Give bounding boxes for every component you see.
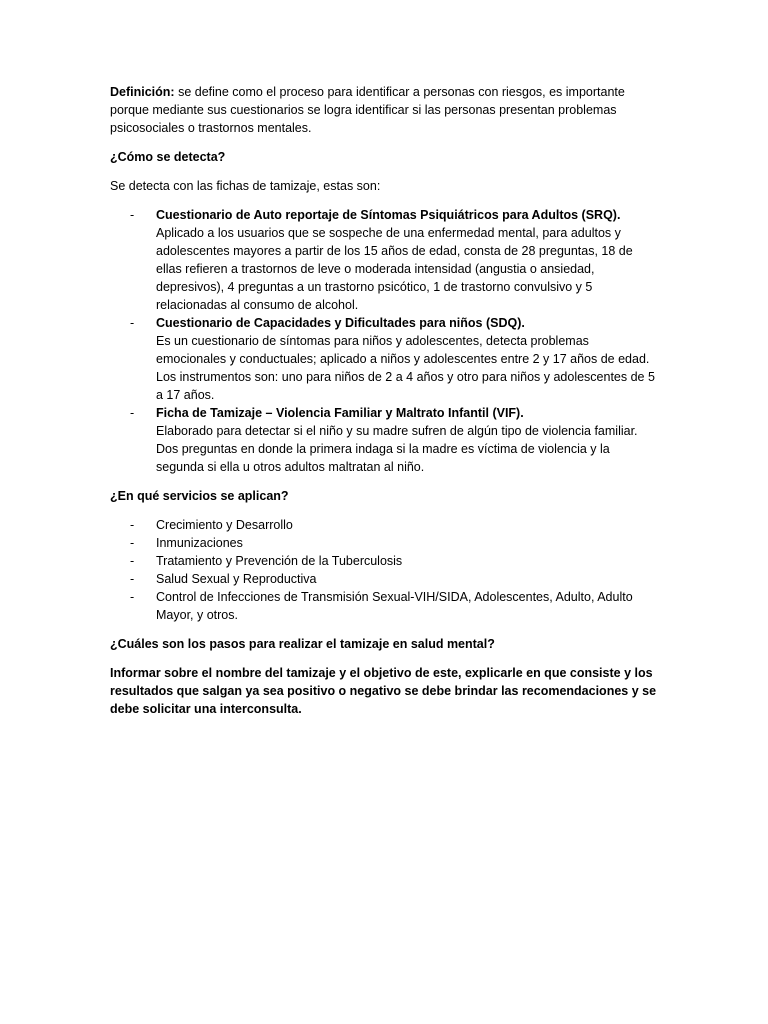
dash-bullet: - [130, 572, 135, 586]
question-services: ¿En qué servicios se aplican? [110, 489, 289, 503]
list-item [110, 516, 658, 534]
question-how-detected: ¿Cómo se detecta? [110, 150, 226, 164]
definition-paragraph [110, 83, 658, 137]
srq-description: Aplicado a los usuarios que se sospeche de una enfermedad mental, para adultos y adolescentes mayores a partir de los 15 años de edad, consta de 28 preguntas, 18 de ellas refieren a trastornos de leve o moderada intensidad (angustia o ansiedad, depresivos), 4 preguntas a un trastorno psicótico, 1 de trastorno convulsivo y 5 relacionadas al consumo de alcohol. [156, 226, 633, 312]
dash-bullet: - [130, 518, 135, 532]
steps-paragraph: Informar sobre el nombre del tamizaje y el objetivo de este, explicarle en que consiste y los resultados que salgan ya sea positivo o negativo se debe brindar las recomendaciones y se debe solicitar una interconsulta. [110, 666, 657, 716]
dash-bullet: - [130, 316, 135, 330]
vif-description-1: Elaborado para detectar si el niño y su madre sufren de algún tipo de violencia familiar. [156, 424, 638, 438]
dash-bullet: - [130, 590, 135, 604]
service-sexual-health: Salud Sexual y Reproductiva [156, 572, 317, 586]
list-item-sdq [110, 314, 658, 404]
sdq-title: Cuestionario de Capacidades y Dificultades para niños (SDQ). [156, 316, 525, 330]
dash-bullet: - [130, 406, 135, 420]
document-page [110, 83, 658, 729]
detection-intro: Se detecta con las fichas de tamizaje, estas son: [110, 179, 381, 193]
list-item [110, 534, 658, 552]
definition-label: Definición: [110, 85, 175, 99]
service-sti-control: Control de Infecciones de Transmisión Sexual-VIH/SIDA, Adolescentes, Adulto, Adulto Mayor, y otros. [156, 590, 633, 622]
services-list [110, 516, 658, 624]
vif-description-2: Dos preguntas en donde la primera indaga si la madre es víctima de violencia y la segunda si ella u otros adultos maltratan al niño. [156, 442, 610, 474]
service-immunizations: Inmunizaciones [156, 536, 243, 550]
list-item [110, 552, 658, 570]
srq-title: Cuestionario de Auto reportaje de Síntomas Psiquiátricos para Adultos (SRQ). [156, 208, 621, 222]
dash-bullet: - [130, 536, 135, 550]
list-item-vif [110, 404, 658, 476]
service-growth: Crecimiento y Desarrollo [156, 518, 293, 532]
list-item-srq [110, 206, 658, 314]
dash-bullet: - [130, 208, 135, 222]
list-item [110, 570, 658, 588]
dash-bullet: - [130, 554, 135, 568]
question-steps: ¿Cuáles son los pasos para realizar el tamizaje en salud mental? [110, 637, 495, 651]
list-item [110, 588, 658, 624]
vif-title: Ficha de Tamizaje – Violencia Familiar y Maltrato Infantil (VIF). [156, 406, 524, 420]
screening-tools-list [110, 206, 658, 476]
sdq-description: Es un cuestionario de síntomas para niños y adolescentes, detecta problemas emocionales y conductuales; aplicado a niños y adolescentes entre 2 y 17 años de edad. Los instrumentos son: uno para niños de 2 a 4 años y otro para niños y adolescentes de 5 a 17 años. [156, 334, 655, 402]
definition-text: se define como el proceso para identificar a personas con riesgos, es importante porque mediante sus cuestionarios se logra identificar si las personas presentan problemas psicosociales o trastornos mentales. [110, 85, 625, 135]
service-tuberculosis: Tratamiento y Prevención de la Tuberculosis [156, 554, 403, 568]
